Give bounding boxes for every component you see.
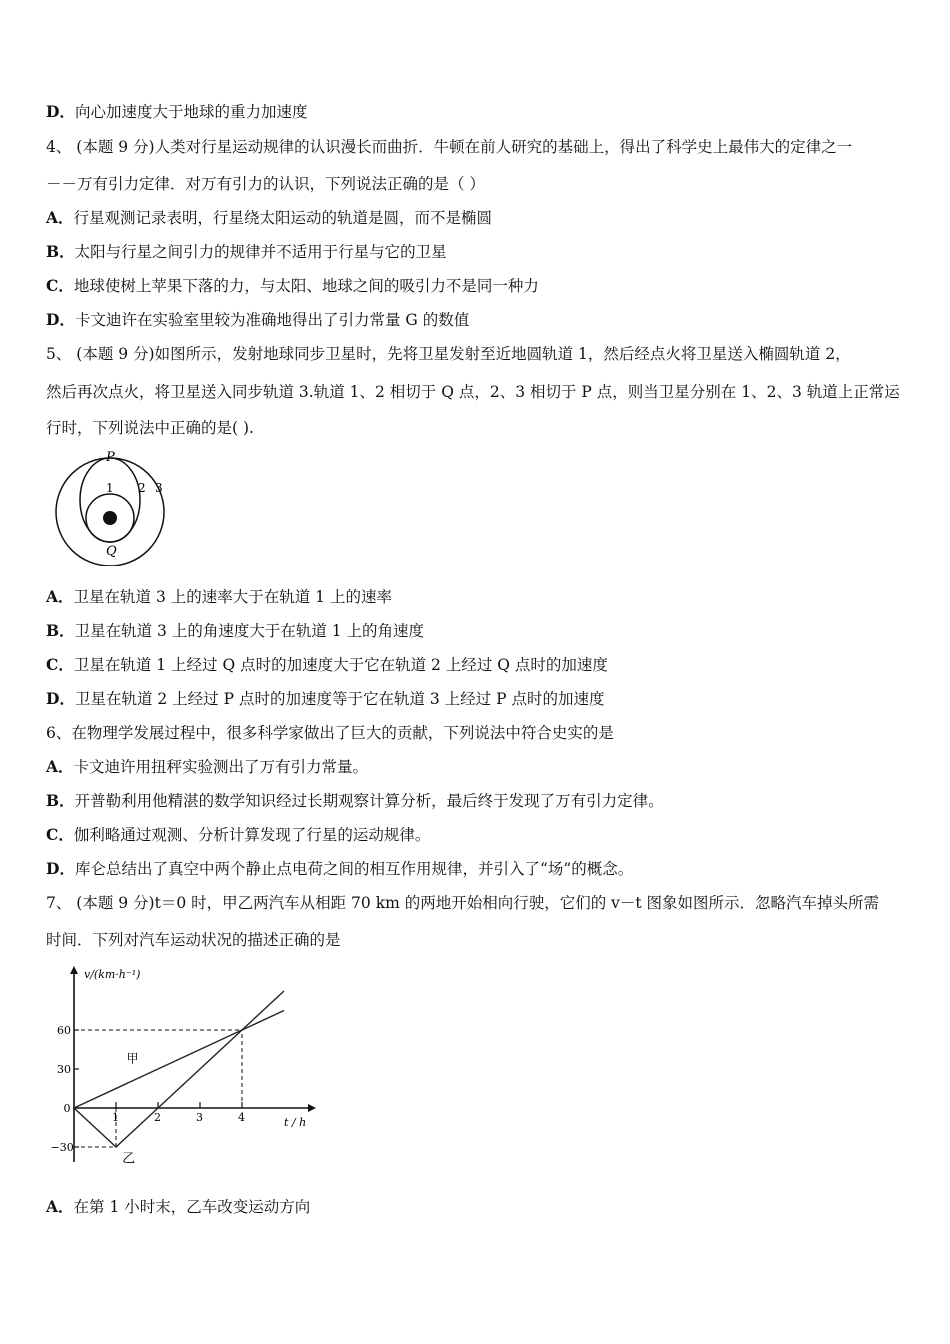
option-text: 向心加速度大于地球的重力加速度 [74,103,308,121]
q5-stem-line1: 5、 (本题 9 分)如图所示，发射地球同步卫星时，先将卫星发射至近地圆轨道 1，然后经点火将卫星送入椭圆轨道 2， [46,345,851,363]
q4-option-b [46,242,447,262]
q5-option-b [46,621,424,641]
option-text: 开普勒利用他精湛的数学知识经过长期观察计算分析，最后终于发现了万有引力定律。 [74,792,664,810]
q6-option-a [46,757,368,777]
option-label: D． [46,102,75,121]
x-axis-label: t / h [284,1116,307,1129]
q5-option-a [46,587,392,607]
q6-option-d [46,859,633,879]
q4-stem-line2: －－万有引力定律．对万有引力的认识，下列说法正确的是（ ） [46,175,485,193]
q4-stem-line1: 4、 (本题 9 分)人类对行星运动规律的认识漫长而曲折．牛顿在前人研究的基础上，得出了科学史上最伟大的定律之一 [46,138,853,156]
option-label: C． [46,825,74,844]
x-axis-arrow [308,1104,316,1112]
y-tick-label-0: 60 [57,1024,71,1037]
x-tick-label-3: 3 [196,1111,203,1124]
y-tick-label-3: −30 [50,1141,74,1154]
option-text: 太阳与行星之间引力的规律并不适用于行星与它的卫星 [74,243,447,261]
q4-option-a [46,208,492,228]
orbit-diagram [44,448,174,566]
label-orbit-3: 3 [155,481,163,495]
label-orbit-1: 1 [106,481,114,495]
q5-option-d [46,689,604,709]
series-label-jia: 甲 [126,1051,139,1066]
x-tick-label-1: 1 [112,1111,119,1124]
x-tick-label-2: 2 [154,1111,161,1124]
option-text: 卫星在轨道 2 上经过 P 点时的加速度等于它在轨道 3 上经过 P 点时的加速度 [74,690,605,708]
series-line-1 [74,991,284,1147]
option-label: D． [46,689,75,708]
series-line-0 [74,1011,284,1109]
q6-option-c [46,825,430,845]
q5-stem-line3: 行时，下列说法中正确的是( ). [46,419,254,437]
option-text: 卫星在轨道 1 上经过 Q 点时的加速度大于它在轨道 2 上经过 Q 点时的加速度 [73,656,608,674]
q4-option-d [46,310,469,330]
option-label: D． [46,310,75,329]
y-axis-label: v/(km·h⁻¹) [84,968,141,981]
option-label: B． [46,791,75,810]
y-tick-label-1: 30 [57,1063,71,1076]
label-q: Q [106,544,117,559]
label-p: P [106,450,115,465]
q4-option-c [46,276,539,296]
option-text: 伽利略通过观测、分析计算发现了行星的运动规律。 [73,826,431,844]
option-label: B． [46,621,75,640]
y-axis-arrow [70,966,78,974]
label-orbit-2: 2 [138,481,146,495]
option-text: 卫星在轨道 3 上的角速度大于在轨道 1 上的角速度 [74,622,425,640]
option-text: 库仑总结出了真空中两个静止点电荷之间的相互作用规律，并引入了“场”的概念。 [74,860,634,878]
option-text: 卫星在轨道 3 上的速率大于在轨道 1 上的速率 [73,588,392,606]
q5-stem-line2: 然后再次点火，将卫星送入同步轨道 3.轨道 1、2 相切于 Q 点，2、3 相切于 P 点，则当卫星分别在 1、2、3 轨道上正常运 [46,383,900,401]
option-text: 卡文迪许用扭秤实验测出了万有引力常量。 [73,758,369,776]
option-text: 地球使树上苹果下落的力，与太阳、地球之间的吸引力不是同一种力 [73,277,539,295]
vt-chart [40,962,330,1172]
option-label: C． [46,655,74,674]
option-label: A． [46,757,74,776]
q7-stem-line2: 时间．下列对汽车运动状况的描述正确的是 [46,931,341,949]
option-label: A． [46,1197,74,1216]
option-text: 行星观测记录表明，行星绕太阳运动的轨道是圆，而不是椭圆 [73,209,493,227]
option-label: A． [46,208,74,227]
option-label: D． [46,859,75,878]
earth-dot [103,511,117,525]
q6-stem: 6、在物理学发展过程中，很多科学家做出了巨大的贡献，下列说法中符合史实的是 [46,724,614,742]
option-label: B． [46,242,75,261]
q5-option-c [46,655,608,675]
q7-option-a [46,1197,310,1217]
series-label-yi: 乙 [122,1151,136,1167]
x-tick-label-4: 4 [238,1111,245,1124]
q6-option-b [46,791,664,811]
option-label: C． [46,276,74,295]
y-tick-label-2: 0 [63,1102,71,1115]
option-text: 卡文迪许在实验室里较为准确地得出了引力常量 G 的数值 [74,311,470,329]
q3-option-d [46,102,307,122]
q7-stem-line1: 7、 (本题 9 分)t＝0 时，甲乙两汽车从相距 70 km 的两地开始相向行驶，它们的 v－t 图象如图所示．忽略汽车掉头所需 [46,894,880,912]
option-label: A． [46,587,74,606]
option-text: 在第 1 小时末，乙车改变运动方向 [73,1198,311,1216]
